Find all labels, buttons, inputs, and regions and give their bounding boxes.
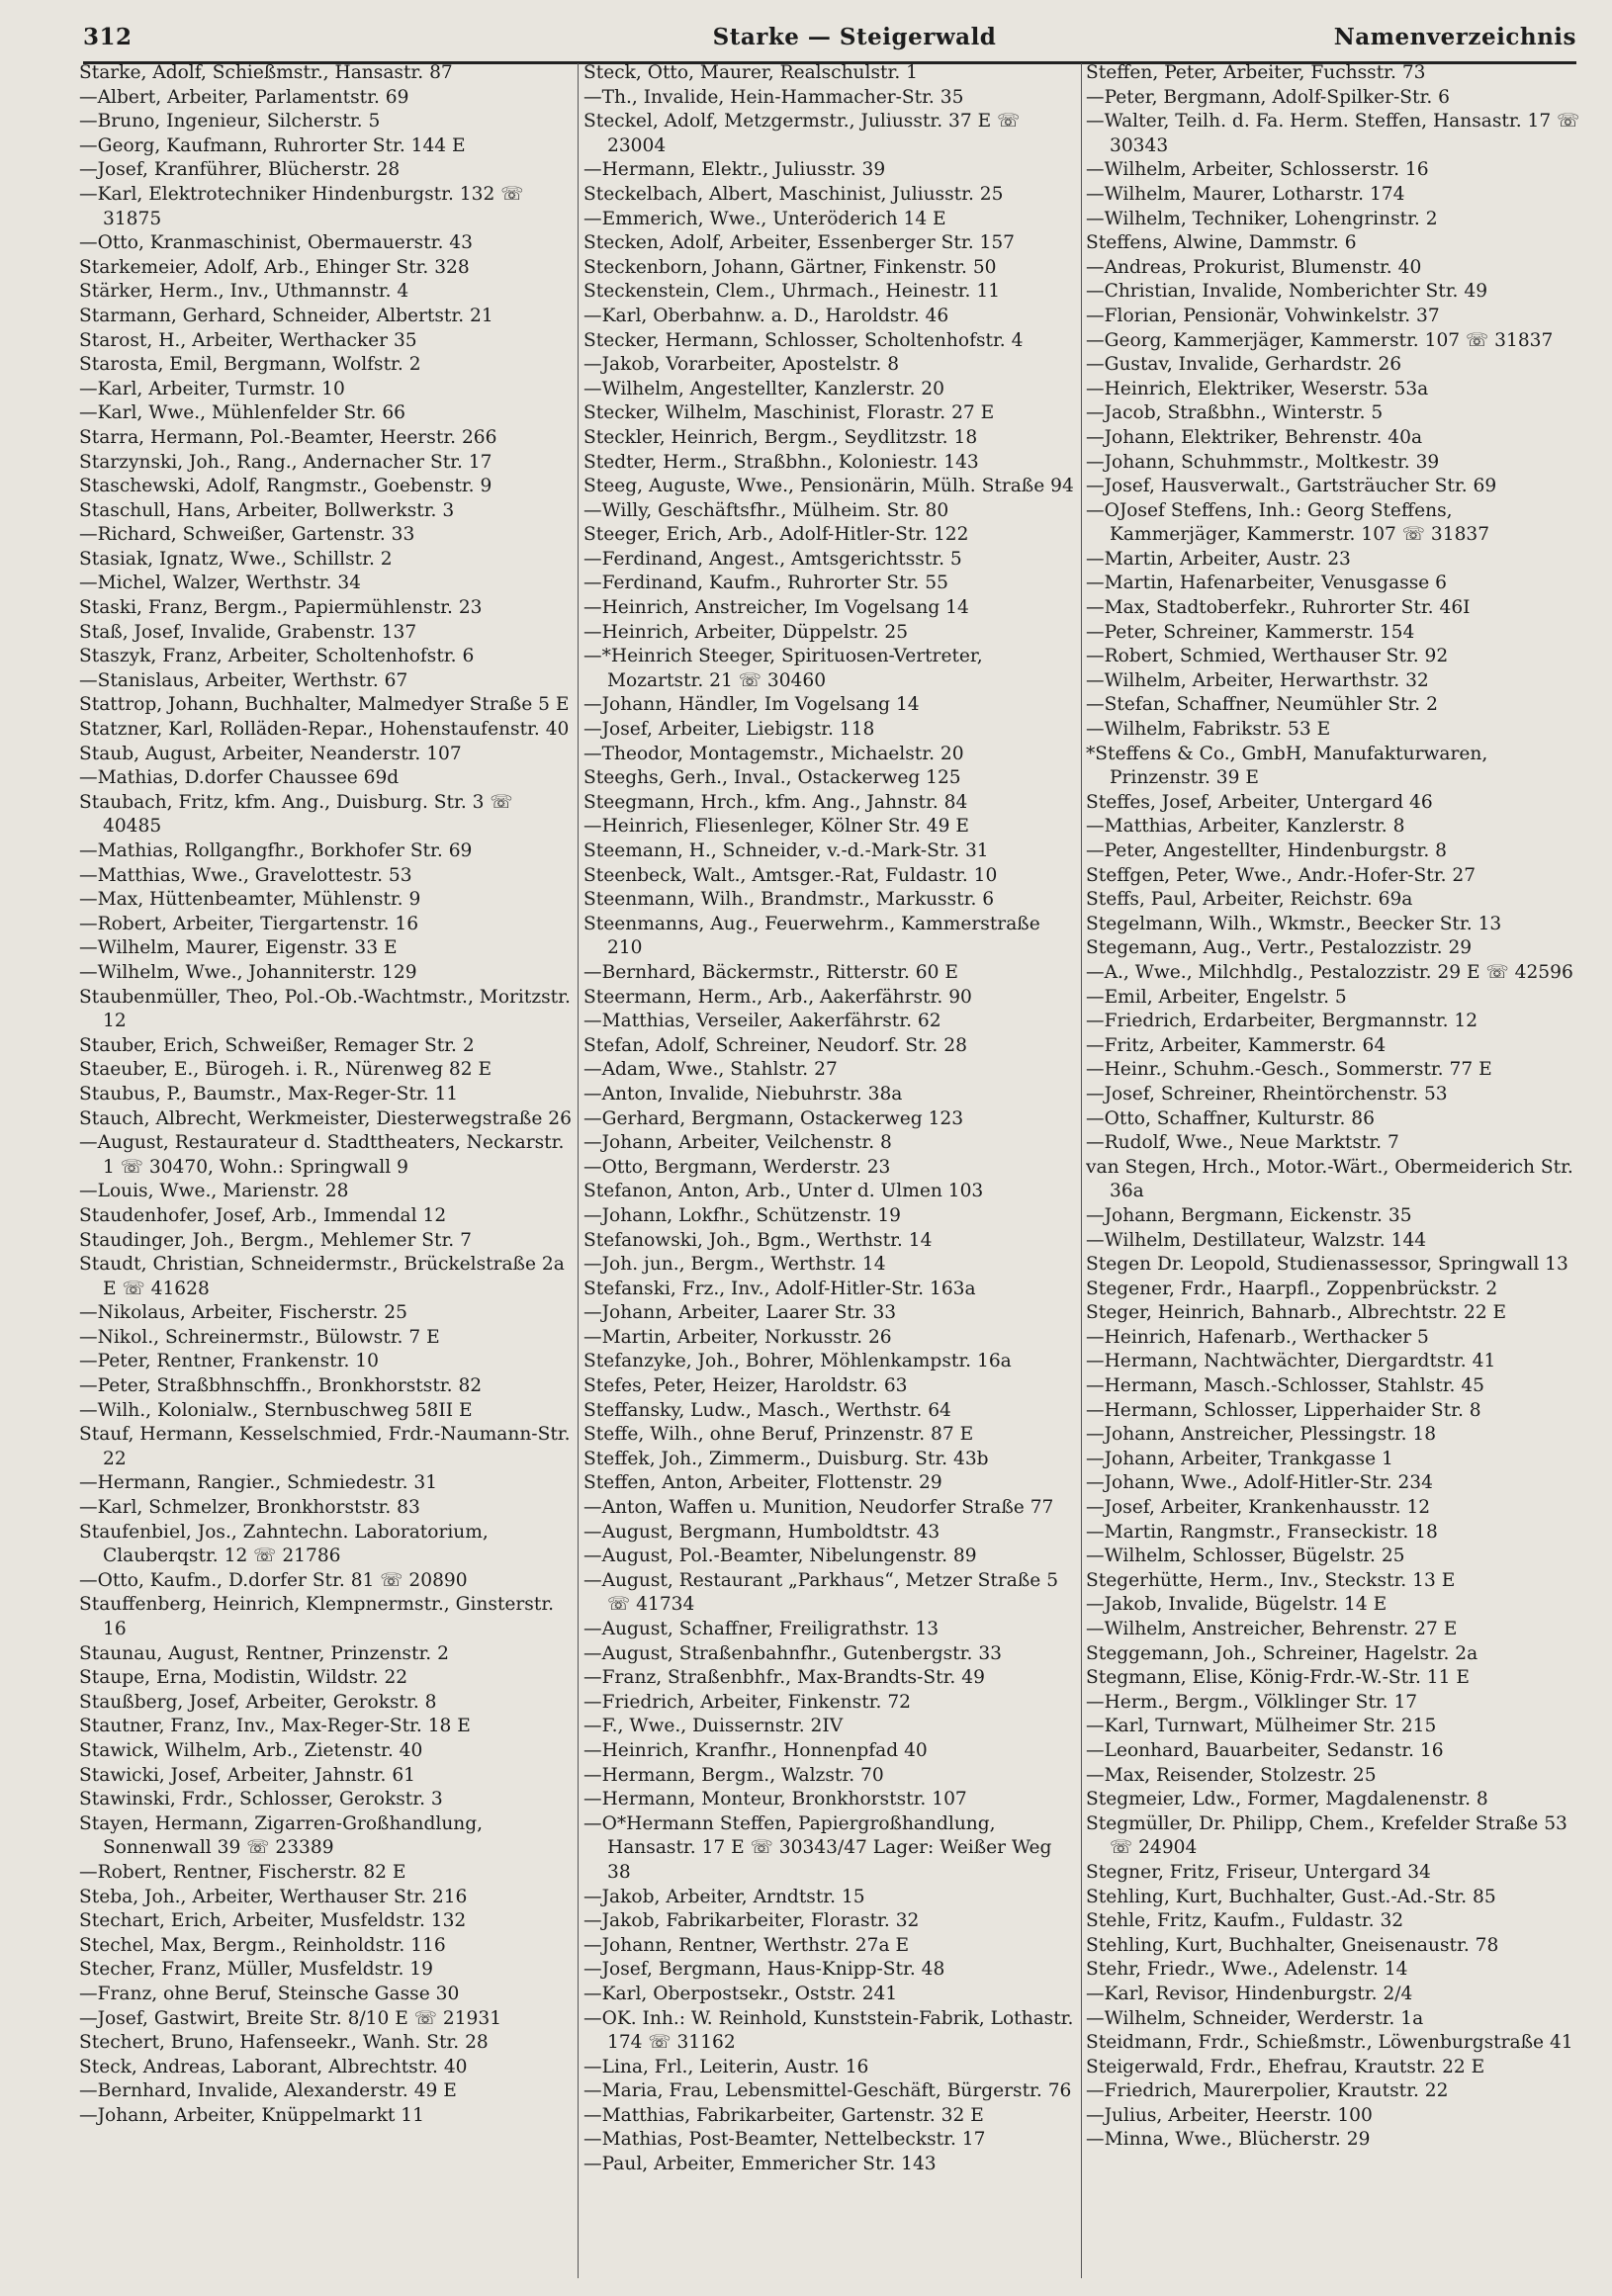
directory-entry: —Franz, ohne Beruf, Steinsche Gasse 30 (79, 1983, 460, 2004)
directory-entry: —Johann, Bergmann, Eickenstr. 35 (1086, 1204, 1412, 1226)
directory-entry: —Hermann, Rangier., Schmiedestr. 31 (79, 1472, 438, 1494)
directory-entry: —Otto, Kranmaschinist, Obermauerstr. 43 (79, 232, 473, 254)
directory-entry: Staski, Franz, Bergm., Papiermühlenstr. 23 (79, 597, 483, 619)
directory-entry: Stegmann, Elise, König-Frdr.-W.-Str. 11 E (1086, 1667, 1470, 1689)
directory-entry: Staß, Josef, Invalide, Grabenstr. 137 (79, 621, 417, 643)
directory-entry: —Martin, Arbeiter, Norkusstr. 26 (583, 1326, 892, 1348)
directory-entry: —Julius, Arbeiter, Heerstr. 100 (1086, 2104, 1373, 2126)
directory-entry: —Wilhelm, Maurer, Eigenstr. 33 E (79, 937, 398, 959)
directory-entry: —Max, Stadtoberfekr., Ruhrorter Str. 46I (1086, 597, 1471, 619)
directory-entry: —Lina, Frl., Leiterin, Austr. 16 (583, 2056, 869, 2077)
directory-entry: —Emmerich, Wwe., Unteröderich 14 E (583, 208, 946, 229)
directory-entry: —Wilhelm, Anstreicher, Behrenstr. 27 E (1086, 1619, 1458, 1639)
directory-entry: —Robert, Arbeiter, Tiergartenstr. 16 (79, 913, 419, 934)
directory-entry: —Friedrich, Erdarbeiter, Bergmannstr. 12 (1086, 1011, 1478, 1032)
directory-entry: Staudenhofer, Josef, Arb., Immendal 12 (79, 1204, 447, 1226)
directory-entry: —August, Bergmann, Humboldtstr. 43 (583, 1521, 940, 1543)
directory-entry: —Heinr., Schuhm.-Gesch., Sommerstr. 77 E (1086, 1059, 1492, 1081)
directory-entry: —Leonhard, Bauarbeiter, Sedanstr. 16 (1086, 1739, 1444, 1761)
directory-entry: —Johann, Wwe., Adolf-Hitler-Str. 234 (1086, 1472, 1433, 1494)
directory-entry: Staupe, Erna, Modistin, Wildstr. 22 (79, 1667, 408, 1689)
directory-entry: —Wilhelm, Fabrikstr. 53 E (1086, 719, 1331, 741)
directory-entry: —Martin, Arbeiter, Austr. 23 (1086, 548, 1351, 570)
directory-entry: —Wilhelm, Arbeiter, Herwarthstr. 32 (1086, 669, 1429, 691)
directory-entry: Steeger, Erich, Arb., Adolf-Hitler-Str. 122 (583, 524, 969, 546)
directory-entry: Stefanon, Anton, Arb., Unter d. Ulmen 103 (583, 1181, 984, 1202)
directory-entry: Stegmeier, Ldw., Former, Magdalenenstr. 8 (1086, 1789, 1488, 1810)
directory-entry: Stehling, Kurt, Buchhalter, Gneisenaustr. 78 (1086, 1934, 1499, 1956)
directory-entry: —Max, Reisender, Stolzestr. 25 (1086, 1764, 1377, 1786)
directory-entry: —Johann, Arbeiter, Trankgasse 1 (1086, 1448, 1393, 1469)
directory-entry: —Karl, Turnwart, Mülheimer Str. 215 (1086, 1716, 1437, 1737)
directory-entry: Stefan, Adolf, Schreiner, Neudorf. Str. 28 (583, 1034, 967, 1056)
directory-entry: Staub, August, Arbeiter, Neanderstr. 107 (79, 743, 462, 764)
directory-entry: Steffs, Paul, Arbeiter, Reichstr. 69a (1086, 889, 1413, 911)
directory-entry: —Ferdinand, Kaufm., Ruhrorter Str. 55 (583, 573, 948, 594)
directory-entry: Stauber, Erich, Schweißer, Remager Str. 2 (79, 1034, 475, 1056)
directory-entry: —Johann, Arbeiter, Knüppelmarkt 11 (79, 2104, 424, 2126)
directory-entry: —August, Schaffner, Freiligrathstr. 13 (583, 1619, 940, 1639)
directory-entry: Steemann, H., Schneider, v.-d.-Mark-Str. 31 (583, 840, 989, 861)
directory-entry: Steckler, Heinrich, Bergm., Seydlitzstr. 18 (583, 426, 978, 448)
directory-entry: *Steffens & Co., GmbH, Manufakturwaren, Prinzenstr. 39 E (1086, 743, 1488, 789)
directory-entry: —Josef, Hausverwalt., Gartsträucher Str. 69 (1086, 476, 1497, 497)
directory-entry: Stattrop, Johann, Buchhalter, Malmedyer Straße 5 E (79, 694, 570, 716)
directory-entry: —OK. Inh.: W. Reinhold, Kunststein-Fabrik, Lothastr. 174 ☏ 31162 (583, 2007, 1074, 2054)
directory-entry: Stasiak, Ignatz, Wwe., Schillstr. 2 (79, 548, 393, 570)
directory-entry: —Nikol., Schreinermstr., Bülowstr. 7 E (79, 1326, 440, 1348)
directory-entry: Stegelmann, Wilh., Wkmstr., Beecker Str. 13 (1086, 913, 1502, 934)
directory-entry: —Jakob, Fabrikarbeiter, Florastr. 32 (583, 1910, 920, 1932)
directory-entry: —Jakob, Arbeiter, Arndtstr. 15 (583, 1886, 865, 1907)
directory-entry: Stecker, Hermann, Schlosser, Scholtenhofstr. 4 (583, 329, 1024, 351)
directory-entry: —Wilhelm, Schneider, Werderstr. 1a (1086, 2007, 1424, 2029)
directory-entry: —Theodor, Montagemstr., Michaelstr. 20 (583, 743, 964, 764)
directory-entry: —Heinrich, Hafenarb., Werthacker 5 (1086, 1326, 1429, 1348)
directory-entry: —Friedrich, Arbeiter, Finkenstr. 72 (583, 1691, 912, 1713)
directory-entry: —Stefan, Schaffner, Neumühler Str. 2 (1086, 694, 1438, 716)
directory-entry: —Nikolaus, Arbeiter, Fischerstr. 25 (79, 1302, 407, 1324)
directory-entry: —Paul, Arbeiter, Emmericher Str. 143 (583, 2154, 937, 2175)
directory-entry: —Wilhelm, Schlosser, Bügelstr. 25 (1086, 1545, 1405, 1567)
directory-entry: Steigerwald, Frdr., Ehefrau, Krautstr. 22 E (1086, 2056, 1485, 2077)
directory-entry: Steck, Otto, Maurer, Realschulstr. 1 (583, 62, 918, 83)
directory-entry: —Johann, Rentner, Werthstr. 27a E (583, 1934, 910, 1956)
directory-entry: —Peter, Bergmann, Adolf-Spilker-Str. 6 (1086, 86, 1451, 108)
directory-entry: —Georg, Kaufmann, Ruhrorter Str. 144 E (79, 134, 466, 156)
directory-entry: —Josef, Arbeiter, Krankenhausstr. 12 (1086, 1497, 1431, 1519)
directory-entry: —August, Straßenbahnfhr., Gutenbergstr. 33 (583, 1642, 1002, 1664)
directory-entry: Stehling, Kurt, Buchhalter, Gust.-Ad.-Str. 85 (1086, 1886, 1496, 1907)
directory-entry: —Matthias, Arbeiter, Kanzlerstr. 8 (1086, 816, 1405, 838)
directory-entry: Steffansky, Ludw., Masch., Werthstr. 64 (583, 1399, 951, 1421)
directory-entry: —August, Restaurateur d. Stadttheaters, Neckarstr. 1 ☏ 30470, Wohn.: Springwall 9 (79, 1132, 565, 1178)
directory-entry: Steeghs, Gerh., Inval., Ostackerweg 125 (583, 767, 961, 789)
directory-entry: Stauf, Hermann, Kesselschmied, Frdr.-Naumann-Str. 22 (79, 1424, 571, 1469)
directory-entry: Stawicki, Josef, Arbeiter, Jahnstr. 61 (79, 1764, 415, 1786)
directory-entry: —Louis, Wwe., Marienstr. 28 (79, 1181, 349, 1202)
directory-entry: Steckelbach, Albert, Maschinist, Juliusstr. 25 (583, 183, 1004, 205)
directory-entry: —Friedrich, Maurerpolier, Krautstr. 22 (1086, 2080, 1449, 2102)
directory-entry: —Martin, Rangmstr., Franseckistr. 18 (1086, 1521, 1438, 1543)
directory-entry: —Albert, Arbeiter, Parlamentstr. 69 (79, 86, 409, 108)
directory-entry: Steenmann, Wilh., Brandmstr., Markusstr. 6 (583, 889, 995, 911)
directory-entry: Steger, Heinrich, Bahnarb., Albrechtstr. 22 E (1086, 1302, 1507, 1324)
directory-entry: —Wilh., Kolonialw., Sternbuschweg 58II E (79, 1399, 473, 1421)
directory-entry: Staußberg, Josef, Arbeiter, Gerokstr. 8 (79, 1691, 437, 1713)
directory-entry: Statzner, Karl, Rolläden-Repar., Hohenstaufenstr. 40 (79, 719, 570, 741)
directory-entry: —Joh. jun., Bergm., Werthstr. 14 (583, 1254, 886, 1276)
directory-entry: Steckel, Adolf, Metzgermstr., Juliusstr. 37 E ☏ 23004 (583, 111, 1021, 156)
directory-entry: —Richard, Schweißer, Gartenstr. 33 (79, 524, 415, 546)
directory-entry: Stayen, Hermann, Zigarren-Großhandlung, Sonnenwall 39 ☏ 23389 (79, 1812, 484, 1859)
directory-entry: —Heinrich, Elektriker, Weserstr. 53a (1086, 378, 1429, 399)
directory-entry: —Christian, Invalide, Nomberichter Str. 49 (1086, 281, 1488, 303)
directory-entry: —OJosef Steffens, Inh.: Georg Steffens, Kammerjäger, Kammerstr. 107 ☏ 31837 (1086, 499, 1490, 546)
directory-entry: —Franz, Straßenbhfr., Max-Brandts-Str. 49 (583, 1667, 985, 1689)
directory-entry: —Heinrich, Kranfhr., Honnenpfad 40 (583, 1739, 928, 1761)
directory-entry: Starost, H., Arbeiter, Werthacker 35 (79, 329, 417, 351)
directory-entry: Steffek, Joh., Zimmerm., Duisburg. Str. 43b (583, 1448, 989, 1469)
directory-column-1 (79, 61, 574, 2286)
directory-entry: —Robert, Rentner, Fischerstr. 82 E (79, 1861, 406, 1883)
directory-entry: —Matthias, Wwe., Gravelottestr. 53 (79, 864, 412, 886)
directory-entry: —Heinrich, Anstreicher, Im Vogelsang 14 (583, 597, 969, 619)
directory-entry: —Otto, Bergmann, Werderstr. 23 (583, 1156, 891, 1178)
section-title: Namenverzeichnis (1333, 24, 1576, 50)
directory-entry: —Florian, Pensionär, Vohwinkelstr. 37 (1086, 305, 1440, 326)
directory-entry: Stegmüller, Dr. Philipp, Chem., Krefelder Straße 53 ☏ 24904 (1086, 1812, 1567, 1859)
directory-column-3 (1086, 61, 1580, 2286)
directory-entry: —Bernhard, Invalide, Alexanderstr. 49 E (79, 2080, 457, 2102)
directory-entry: Stehr, Friedr., Wwe., Adelenstr. 14 (1086, 1959, 1408, 1981)
directory-entry: Staudt, Christian, Schneidermstr., Brückelstraße 2a E ☏ 41628 (79, 1254, 565, 1299)
directory-entry: Stecken, Adolf, Arbeiter, Essenberger Str. 157 (583, 232, 1016, 254)
directory-entry: —Wilhelm, Angestellter, Kanzlerstr. 20 (583, 378, 944, 399)
directory-entry: —Matthias, Fabrikarbeiter, Gartenstr. 32 E (583, 2104, 984, 2126)
column-divider (1081, 63, 1082, 2278)
directory-entry: Steffen, Anton, Arbeiter, Flottenstr. 29 (583, 1472, 942, 1494)
directory-entry: —Jakob, Vorarbeiter, Apostelstr. 8 (583, 354, 900, 376)
directory-entry: —Karl, Oberpostsekr., Oststr. 241 (583, 1983, 898, 2004)
directory-entry: —Wilhelm, Maurer, Lotharstr. 174 (1086, 183, 1405, 205)
directory-entry: —Stanislaus, Arbeiter, Werthstr. 67 (79, 669, 408, 691)
directory-entry: —Herm., Bergm., Völklinger Str. 17 (1086, 1691, 1418, 1713)
directory-entry: —Robert, Schmied, Werthauser Str. 92 (1086, 646, 1449, 667)
directory-entry: Steenmanns, Aug., Feuerwehrm., Kammerstraße 210 (583, 913, 1040, 959)
directory-entry: Stechert, Bruno, Hafenseekr., Wanh. Str. 28 (79, 2032, 489, 2054)
directory-entry: Steidmann, Frdr., Schießmstr., Löwenburgstraße 41 (1086, 2032, 1573, 2054)
directory-entry: —Minna, Wwe., Blücherstr. 29 (1086, 2129, 1371, 2151)
directory-entry: —Ferdinand, Angest., Amtsgerichtsstr. 5 (583, 548, 962, 570)
directory-entry: Stawinski, Frdr., Schlosser, Gerokstr. 3 (79, 1789, 443, 1810)
directory-entry: —Hermann, Masch.-Schlosser, Stahlstr. 45 (1086, 1375, 1485, 1397)
directory-entry: Staufenbiel, Jos., Zahntechn. Laboratorium, Clauberqstr. 12 ☏ 21786 (79, 1521, 489, 1567)
directory-entry: —Emil, Arbeiter, Engelstr. 5 (1086, 986, 1347, 1008)
directory-entry: Stecker, Wilhelm, Maschinist, Florastr. 27 E (583, 402, 995, 424)
directory-entry: Steggemann, Joh., Schreiner, Hagelstr. 2a (1086, 1642, 1478, 1664)
directory-entry: Stauch, Albrecht, Werkmeister, Diesterwegstraße 26 (79, 1107, 572, 1129)
directory-entry: —Josef, Bergmann, Haus-Knipp-Str. 48 (583, 1959, 945, 1981)
directory-entry: Steffe, Wilh., ohne Beruf, Prinzenstr. 87 E (583, 1424, 974, 1446)
directory-entry: —Willy, Geschäftsfhr., Mülheim. Str. 80 (583, 499, 949, 521)
directory-entry: —Bernhard, Bäckermstr., Ritterstr. 60 E (583, 961, 958, 983)
directory-entry: Stecher, Franz, Müller, Musfeldstr. 19 (79, 1959, 433, 1981)
directory-entry: Starzynski, Joh., Rang., Andernacher Str. 17 (79, 451, 493, 473)
directory-entry: Stegemann, Aug., Vertr., Pestalozzistr. 29 (1086, 937, 1473, 959)
directory-entry: —Georg, Kammerjäger, Kammerstr. 107 ☏ 31837 (1086, 329, 1554, 351)
directory-entry: Steermann, Herm., Arb., Aakerfährstr. 90 (583, 986, 972, 1008)
directory-entry: Steenbeck, Walt., Amtsger.-Rat, Fuldastr. 10 (583, 864, 998, 886)
directory-entry: —Mathias, Rollgangfhr., Borkhofer Str. 69 (79, 840, 473, 861)
directory-entry: —Wilhelm, Techniker, Lohengrinstr. 2 (1086, 208, 1438, 229)
directory-entry: —Johann, Schuhmmstr., Moltkestr. 39 (1086, 451, 1440, 473)
directory-entry: —Jakob, Invalide, Bügelstr. 14 E (1086, 1594, 1388, 1616)
directory-entry: Stefanski, Frz., Inv., Adolf-Hitler-Str. 163a (583, 1278, 976, 1299)
directory-entry: Stechart, Erich, Arbeiter, Musfeldstr. 132 (79, 1910, 467, 1932)
directory-entry: —Hermann, Elektr., Juliusstr. 39 (583, 159, 886, 181)
directory-entry: Stefanowski, Joh., Bgm., Werthstr. 14 (583, 1229, 933, 1251)
directory-entry: van Stegen, Hrch., Motor.-Wärt., Obermeiderich Str. 36a (1086, 1156, 1573, 1202)
directory-entry: —Hermann, Nachtwächter, Diergardtstr. 41 (1086, 1351, 1496, 1372)
directory-entry: —Josef, Gastwirt, Breite Str. 8/10 E ☏ 21931 (79, 2007, 502, 2029)
directory-entry: Staubus, P., Baumstr., Max-Reger-Str. 11 (79, 1083, 459, 1104)
directory-entry: —F., Wwe., Duissernstr. 2IV (583, 1716, 844, 1737)
directory-entry: Steckenstein, Clem., Uhrmach., Heinestr. 11 (583, 281, 1001, 303)
directory-entry: Stedter, Herm., Straßbhn., Koloniestr. 143 (583, 451, 979, 473)
directory-entry: Starke, Adolf, Schießmstr., Hansastr. 87 (79, 62, 453, 83)
directory-entry: —Bruno, Ingenieur, Silcherstr. 5 (79, 111, 381, 132)
directory-entry: Steffen, Peter, Arbeiter, Fuchsstr. 73 (1086, 62, 1426, 83)
directory-entry: —Otto, Schaffner, Kulturstr. 86 (1086, 1107, 1375, 1129)
directory-entry: Steffes, Josef, Arbeiter, Untergard 46 (1086, 791, 1433, 813)
directory-entry: —Hermann, Bergm., Walzstr. 70 (583, 1764, 884, 1786)
directory-entry: —Michel, Walzer, Werthstr. 34 (79, 573, 362, 594)
directory-entry: Steeg, Auguste, Wwe., Pensionärin, Mülh. Straße 94 (583, 476, 1074, 497)
directory-entry: Steffgen, Peter, Wwe., Andr.-Hofer-Str. 27 (1086, 864, 1477, 886)
directory-entry: Staeuber, E., Bürogeh. i. R., Nürenweg 82 E (79, 1059, 493, 1081)
running-title: Starke — Steigerwald (712, 24, 997, 50)
directory-entry: —Matthias, Verseiler, Aakerfährstr. 62 (583, 1011, 941, 1032)
directory-entry: Steegmann, Hrch., kfm. Ang., Jahnstr. 84 (583, 791, 968, 813)
directory-entry: —A., Wwe., Milchhdlg., Pestalozzistr. 29 E ☏ 42596 (1086, 961, 1573, 983)
directory-entry: —Heinrich, Arbeiter, Düppelstr. 25 (583, 621, 909, 643)
page-number: 312 (83, 24, 133, 50)
directory-entry: Staudinger, Joh., Bergm., Mehlemer Str. 7 (79, 1229, 472, 1251)
directory-entry: —Johann, Arbeiter, Veilchenstr. 8 (583, 1132, 892, 1154)
directory-entry: —Maria, Frau, Lebensmittel-Geschäft, Bürgerstr. 76 (583, 2080, 1072, 2102)
directory-column-2 (583, 61, 1076, 2286)
directory-entry: —Anton, Waffen u. Munition, Neudorfer Straße 77 (583, 1497, 1054, 1519)
directory-entry: —August, Restaurant „Parkhaus“, Metzer Straße 5 ☏ 41734 (583, 1569, 1059, 1616)
directory-entry: —Johann, Arbeiter, Laarer Str. 33 (583, 1302, 897, 1324)
directory-entry: —Otto, Kaufm., D.dorfer Str. 81 ☏ 20890 (79, 1569, 468, 1591)
directory-entry: Starosta, Emil, Bergmann, Wolfstr. 2 (79, 354, 421, 376)
directory-entry: Stegen Dr. Leopold, Studienassessor, Springwall 13 (1086, 1254, 1568, 1276)
directory-entry: —Wilhelm, Destillateur, Walzstr. 144 (1086, 1229, 1427, 1251)
directory-entry: Stegner, Fritz, Friseur, Untergard 34 (1086, 1861, 1431, 1883)
directory-entry: Steckenborn, Johann, Gärtner, Finkenstr. 50 (583, 256, 997, 278)
directory-entry: —Peter, Angestellter, Hindenburgstr. 8 (1086, 840, 1447, 861)
directory-entry: —Anton, Invalide, Niebuhrstr. 38a (583, 1083, 903, 1104)
directory-entry: Stefanzyke, Joh., Bohrer, Möhlenkampstr. 16a (583, 1351, 1012, 1372)
directory-entry: Stauffenberg, Heinrich, Klempnermstr., Ginsterstr. 16 (79, 1594, 555, 1639)
directory-entry: Starra, Hermann, Pol.-Beamter, Heerstr. 266 (79, 426, 497, 448)
directory-entry: —Johann, Anstreicher, Plessingstr. 18 (1086, 1424, 1437, 1446)
directory-entry: —Josef, Schreiner, Rheintörchenstr. 53 (1086, 1083, 1448, 1104)
directory-entry: Steck, Andreas, Laborant, Albrechtstr. 40 (79, 2056, 468, 2077)
directory-entry: —Mathias, D.dorfer Chaussee 69d (79, 767, 400, 789)
page-header (83, 18, 1576, 64)
directory-entry: —Th., Invalide, Hein-Hammacher-Str. 35 (583, 86, 964, 108)
directory-entry: —Heinrich, Fliesenleger, Kölner Str. 49 E (583, 816, 969, 838)
directory-entry: —Josef, Kranführer, Blücherstr. 28 (79, 159, 401, 181)
directory-entry: —Karl, Arbeiter, Turmstr. 10 (79, 378, 345, 399)
directory-entry: Staubach, Fritz, kfm. Ang., Duisburg. Str. 3 ☏ 40485 (79, 791, 513, 838)
directory-entry: —Karl, Schmelzer, Bronkhorststr. 83 (79, 1497, 420, 1519)
directory-entry: —Peter, Schreiner, Kammerstr. 154 (1086, 621, 1415, 643)
directory-entry: Staschull, Hans, Arbeiter, Bollwerkstr. 3 (79, 499, 455, 521)
directory-entry: —*Heinrich Steeger, Spirituosen-Vertreter, Mozartstr. 21 ☏ 30460 (583, 646, 983, 691)
directory-entry: Staschewski, Adolf, Rangmstr., Goebenstr. 9 (79, 476, 493, 497)
directory-entry: —Karl, Oberbahnw. a. D., Haroldstr. 46 (583, 305, 949, 326)
directory-entry: Stegener, Frdr., Haarpfl., Zoppenbrückstr. 2 (1086, 1278, 1498, 1299)
directory-entry: —Gerhard, Bergmann, Ostackerweg 123 (583, 1107, 964, 1129)
directory-entry: —Adam, Wwe., Stahlstr. 27 (583, 1059, 838, 1081)
directory-entry: —Max, Hüttenbeamter, Mühlenstr. 9 (79, 889, 421, 911)
directory-entry: —Fritz, Arbeiter, Kammerstr. 64 (1086, 1034, 1387, 1056)
directory-entry: —Rudolf, Wwe., Neue Marktstr. 7 (1086, 1132, 1399, 1154)
directory-entry: —Wilhelm, Arbeiter, Schlosserstr. 16 (1086, 159, 1429, 181)
directory-entry: —Martin, Hafenarbeiter, Venusgasse 6 (1086, 573, 1447, 594)
directory-entry: Steffens, Alwine, Dammstr. 6 (1086, 232, 1357, 254)
directory-entry: —Jacob, Straßbhn., Winterstr. 5 (1086, 402, 1384, 424)
directory-entry: —Gustav, Invalide, Gerhardstr. 26 (1086, 354, 1402, 376)
directory-entry: —Hermann, Schlosser, Lipperhaider Str. 8 (1086, 1399, 1481, 1421)
directory-entry: Staszyk, Franz, Arbeiter, Scholtenhofstr. 6 (79, 646, 475, 667)
directory-entry: —Peter, Straßbhnschffn., Bronkhorststr. 82 (79, 1375, 483, 1397)
directory-entry: Stechel, Max, Bergm., Reinholdstr. 116 (79, 1934, 446, 1956)
directory-entry: —August, Pol.-Beamter, Nibelungenstr. 89 (583, 1545, 977, 1567)
directory-entry: Starmann, Gerhard, Schneider, Albertstr. 21 (79, 305, 493, 326)
directory-entry: —O*Hermann Steffen, Papiergroßhandlung, Hansastr. 17 E ☏ 30343/47 Lager: Weißer Weg 38 (583, 1812, 1052, 1883)
directory-entry: —Johann, Elektriker, Behrenstr. 40a (1086, 426, 1423, 448)
directory-entry: —Wilhelm, Wwe., Johanniterstr. 129 (79, 961, 417, 983)
directory-entry: —Mathias, Post-Beamter, Nettelbeckstr. 17 (583, 2129, 986, 2151)
directory-entry: Stefes, Peter, Heizer, Haroldstr. 63 (583, 1375, 908, 1397)
directory-entry: Stehle, Fritz, Kaufm., Fuldastr. 32 (1086, 1910, 1404, 1932)
directory-entry: Stärker, Herm., Inv., Uthmannstr. 4 (79, 281, 409, 303)
directory-entry: Stawick, Wilhelm, Arb., Zietenstr. 40 (79, 1739, 423, 1761)
directory-entry: —Karl, Elektrotechniker Hindenburgstr. 132 ☏ 31875 (79, 183, 524, 229)
directory-entry: Stegerhütte, Herm., Inv., Steckstr. 13 E (1086, 1569, 1456, 1591)
directory-entry: Stautner, Franz, Inv., Max-Reger-Str. 18 E (79, 1716, 471, 1737)
directory-entry: —Walter, Teilh. d. Fa. Herm. Steffen, Hansastr. 17 ☏ 30343 (1086, 111, 1580, 156)
directory-entry: Staubenmüller, Theo, Pol.-Ob.-Wachtmstr., Moritzstr. 12 (79, 986, 571, 1032)
directory-entry: —Karl, Revisor, Hindenburgstr. 2/4 (1086, 1983, 1413, 2004)
column-divider (578, 63, 579, 2278)
directory-entry: —Karl, Wwe., Mühlenfelder Str. 66 (79, 402, 405, 424)
directory-entry: —Andreas, Prokurist, Blumenstr. 40 (1086, 256, 1422, 278)
directory-entry: —Peter, Rentner, Frankenstr. 10 (79, 1351, 379, 1372)
directory-entry: Staunau, August, Rentner, Prinzenstr. 2 (79, 1642, 449, 1664)
directory-entry: Starkemeier, Adolf, Arb., Ehinger Str. 328 (79, 256, 470, 278)
directory-entry: —Josef, Arbeiter, Liebigstr. 118 (583, 719, 875, 741)
directory-entry: —Johann, Lokfhr., Schützenstr. 19 (583, 1204, 902, 1226)
directory-entry: Steba, Joh., Arbeiter, Werthauser Str. 216 (79, 1886, 468, 1907)
directory-entry: —Johann, Händler, Im Vogelsang 14 (583, 694, 920, 716)
directory-entry: —Hermann, Monteur, Bronkhorststr. 107 (583, 1789, 967, 1810)
